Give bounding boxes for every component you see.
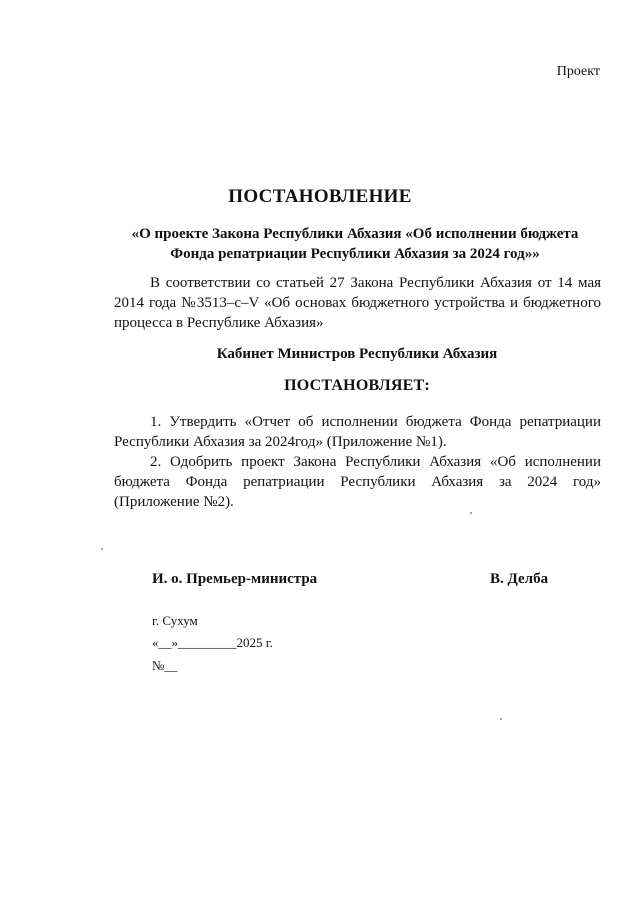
signatory-position: И. о. Премьер-министра: [152, 571, 318, 587]
resolution-item-1: 1. Утвердить «Отчет об исполнении бюджета Фонда репатриации Республики Абхазия за 2024год» (Приложение №1).: [114, 414, 601, 450]
scan-speck: [101, 548, 103, 550]
signatory-name: В. Делба: [490, 571, 549, 587]
subject-line-2: Фонда репатриации Республики Абхазия за 2024 год»»: [170, 246, 540, 262]
page-title: ПОСТАНОВЛЕНИЕ: [228, 186, 412, 207]
draft-label: Проект: [556, 64, 600, 79]
resolution-items: [114, 412, 601, 512]
scan-speck: [470, 512, 472, 514]
preamble-paragraph: В соответствии со статьей 27 Закона Республики Абхазия от 14 мая 2014 года №3513–с–V «Об основах бюджетного устройства и бюджетного процесса в Республике Абхазия»: [114, 275, 601, 331]
resolution-item-2: 2. Одобрить проект Закона Республики Абхазия «Об исполнении бюджета Фонда репатриации Республики Абхазия за 2024 год» (Приложение №2).: [114, 454, 601, 510]
place-of-issue: г. Сухум: [152, 613, 198, 628]
subject-line-1: «О проекте Закона Республики Абхазия «Об исполнении бюджета: [131, 226, 579, 242]
scan-speck: [500, 718, 502, 720]
issuing-body: Кабинет Министров Республики Абхазия: [216, 346, 498, 362]
document-subject: [110, 224, 600, 264]
date-field: «__»_________2025 г.: [152, 635, 273, 650]
document-number: №__: [152, 658, 178, 673]
resolves-heading: ПОСТАНОВЛЯЕТ:: [284, 377, 430, 394]
